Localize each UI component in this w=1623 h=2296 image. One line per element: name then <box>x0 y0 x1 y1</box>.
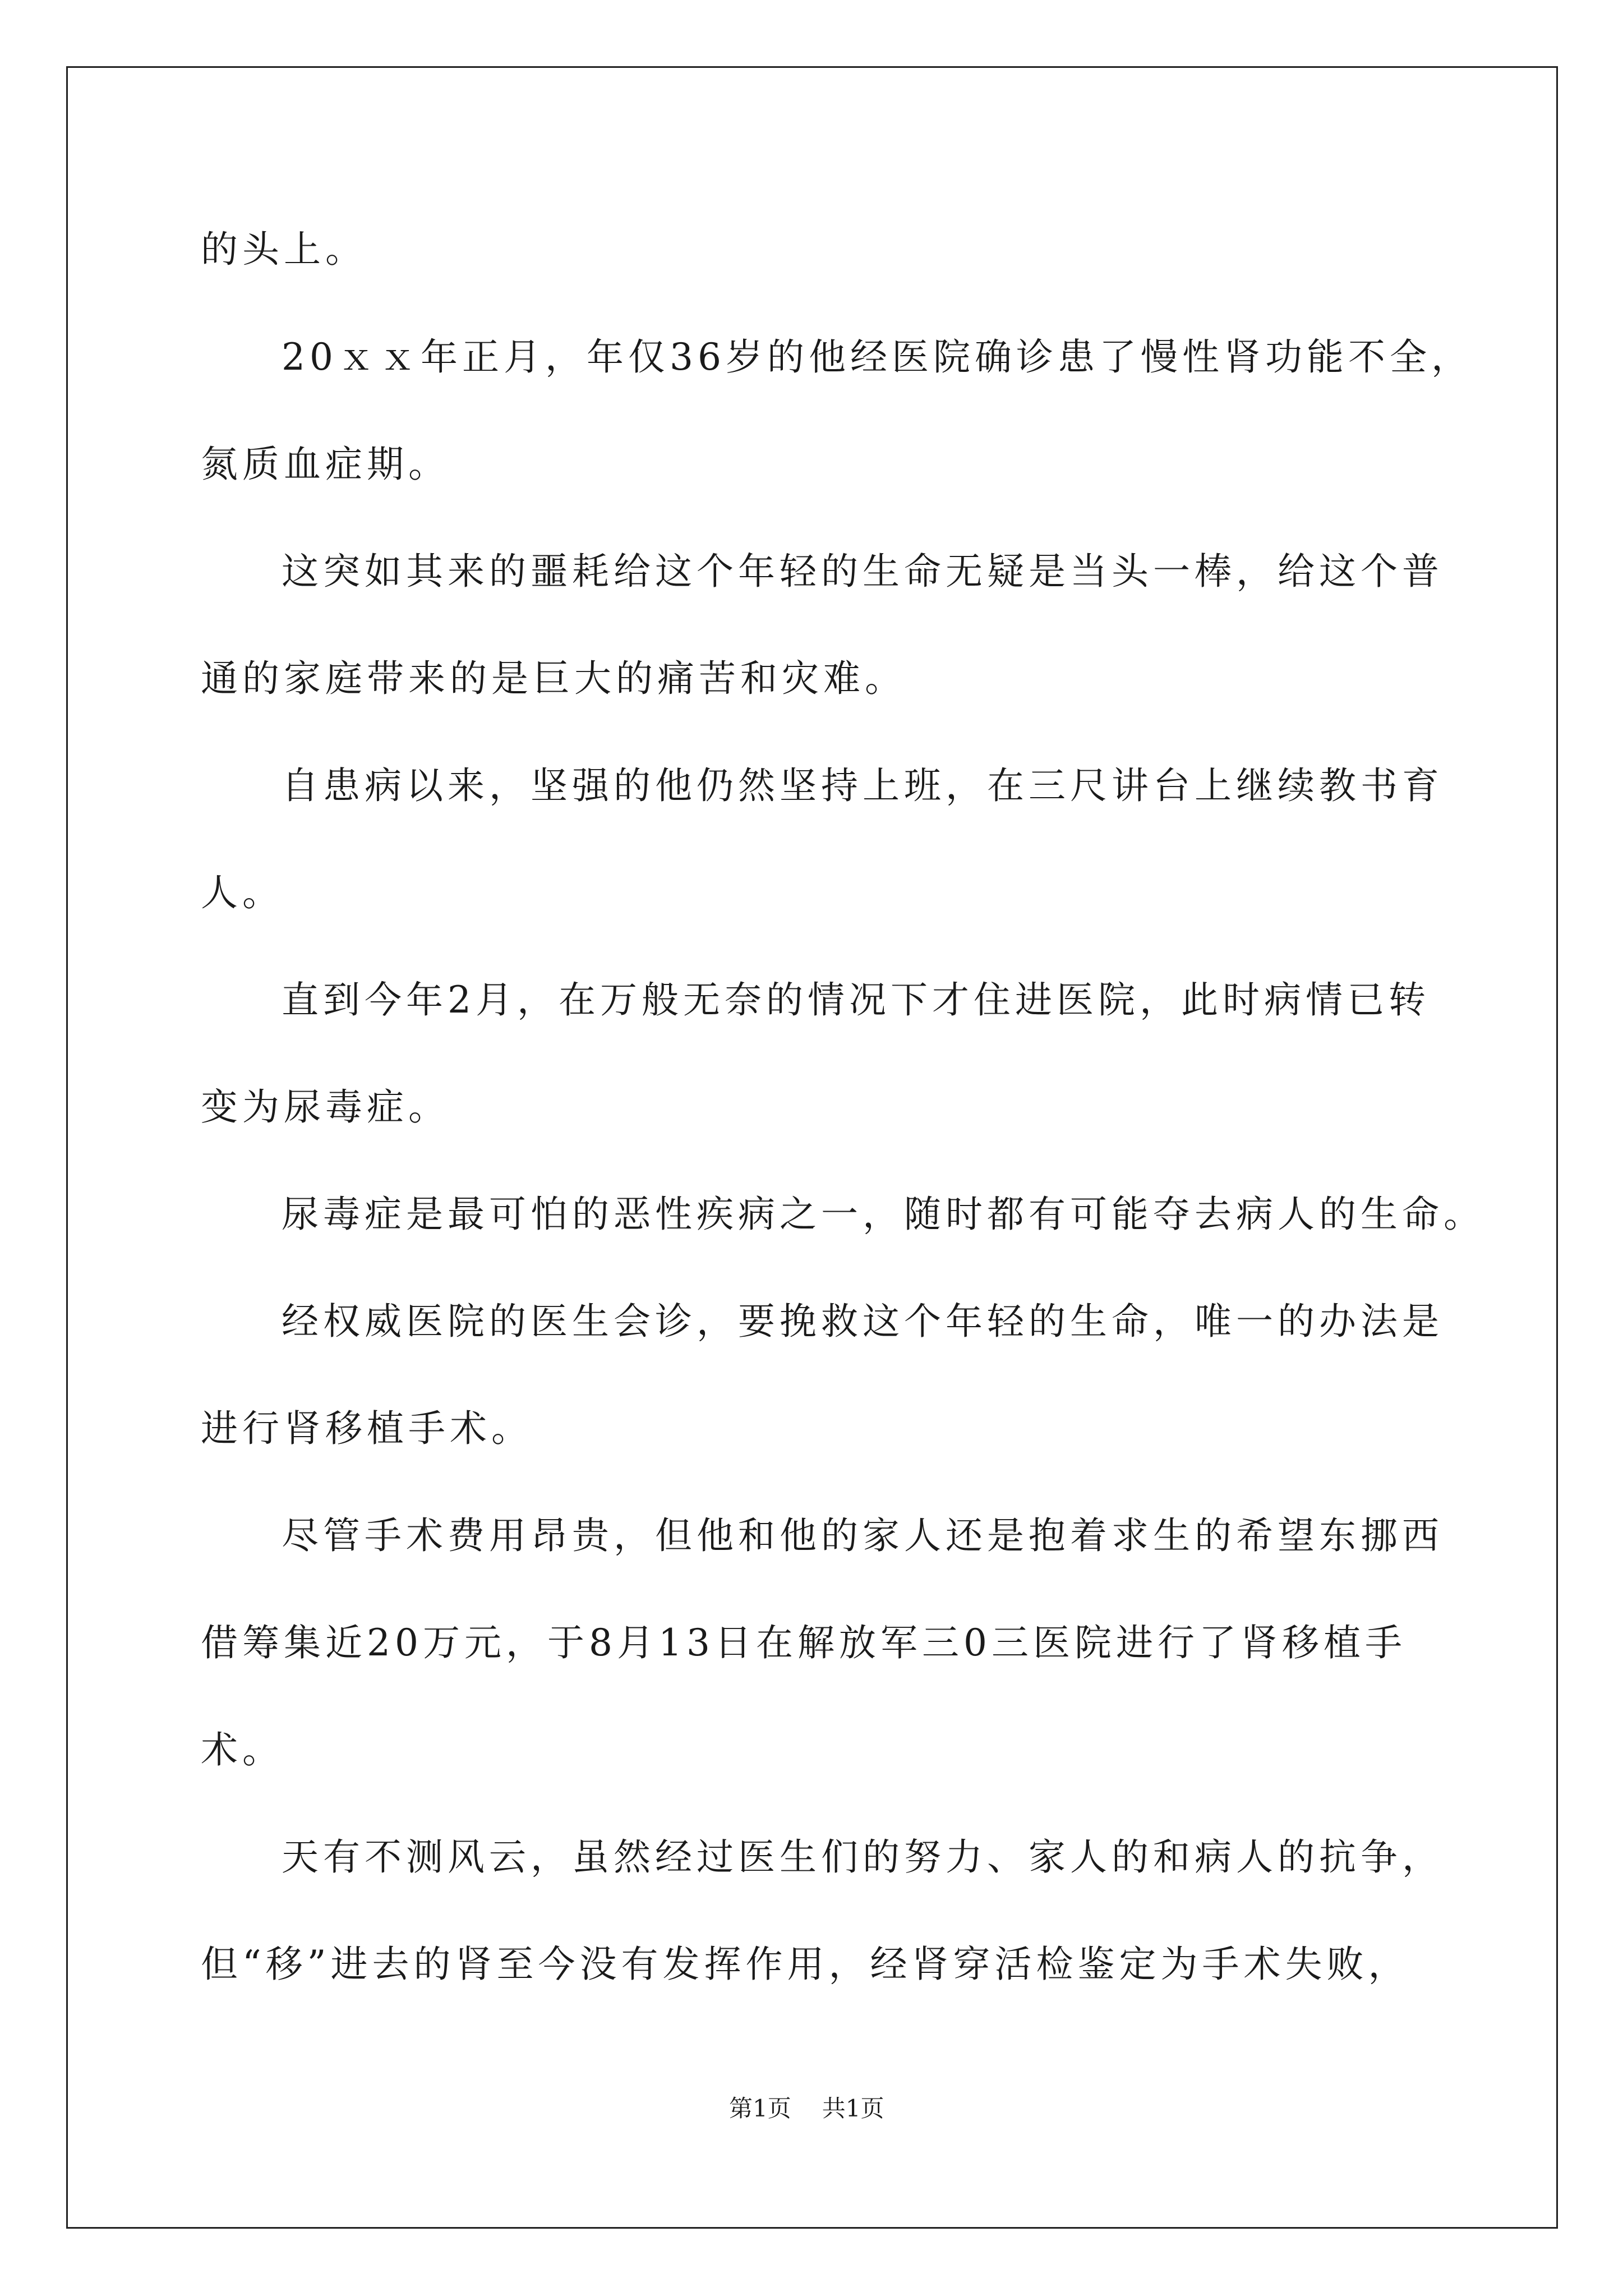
text-line: 直到今年2月，在万般无奈的情况下才住进医院，此时病情已转 <box>282 978 1430 1022</box>
text-line: 人。 <box>201 871 284 914</box>
text-line: 的头上。 <box>201 228 367 271</box>
page-number: 第1页 <box>729 2095 791 2122</box>
text-line: 但“移”进去的肾至今没有发挥作用，经肾穿活检鉴定为手术失败， <box>201 1943 1410 1986</box>
text-line: 20ｘｘ年正月，年仅36岁的他经医院确诊患了慢性肾功能不全， <box>282 335 1473 379</box>
page-border <box>66 66 1558 2229</box>
page-total: 共1页 <box>822 2095 884 2122</box>
page-footer <box>729 2097 884 2120</box>
text-line: 变为尿毒症。 <box>201 1085 450 1129</box>
text-line: 经权威医院的医生会诊，要挽救这个年轻的生命，唯一的办法是 <box>282 1300 1444 1343</box>
text-line: 尿毒症是最可怕的恶性疾病之一，随时都有可能夺去病人的生命。 <box>282 1193 1485 1236</box>
text-line: 尽管手术费用昂贵，但他和他的家人还是抱着求生的希望东挪西 <box>282 1514 1444 1557</box>
text-line: 氮质血症期。 <box>201 443 450 486</box>
text-line: 这突如其来的噩耗给这个年轻的生命无疑是当头一棒，给这个普 <box>282 550 1444 593</box>
text-line: 通的家庭带来的是巨大的痛苦和灾难。 <box>201 657 906 700</box>
text-line: 天有不测风云，虽然经过医生们的努力、家人的和病人的抗争， <box>282 1835 1444 1879</box>
text-line: 借筹集近20万元，于8月13日在解放军三0三医院进行了肾移植手 <box>201 1621 1407 1664</box>
text-line: 术。 <box>201 1728 284 1772</box>
text-line: 进行肾移植手术。 <box>201 1407 533 1450</box>
text-line: 自患病以来，坚强的他仍然坚持上班，在三尺讲台上继续教书育 <box>282 764 1444 807</box>
